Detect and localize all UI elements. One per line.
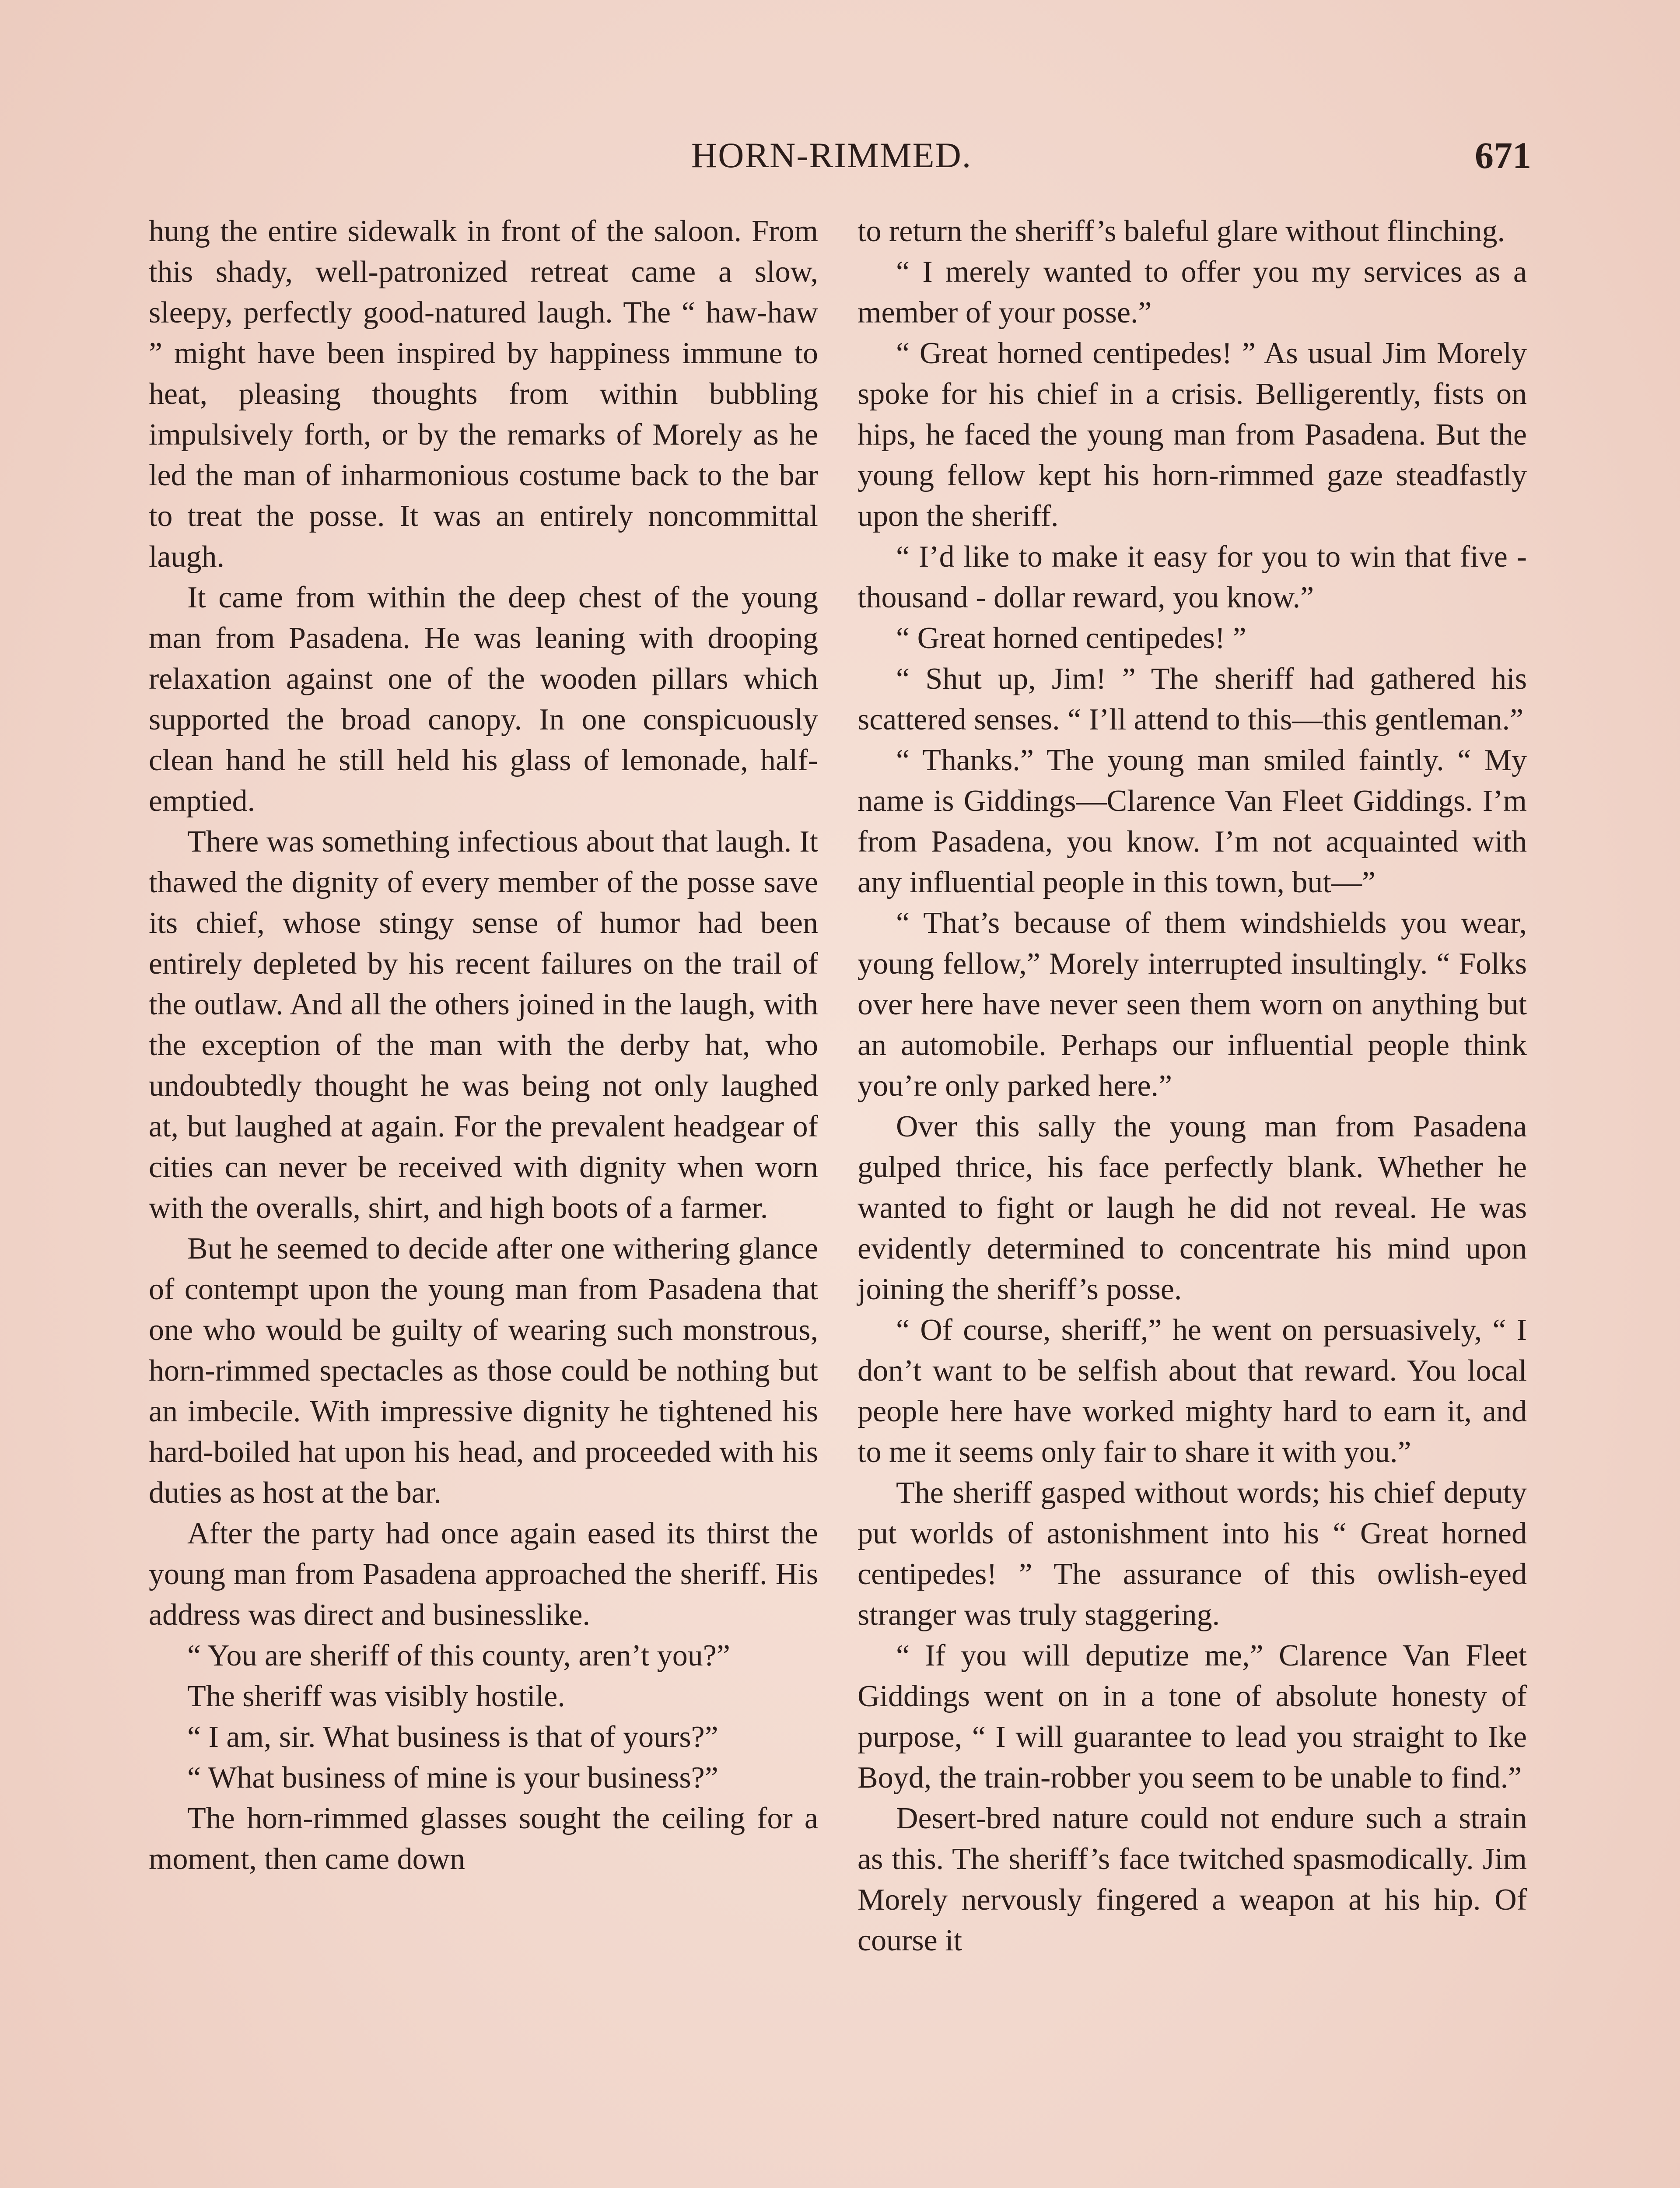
paragraph: After the party had once again eased its thirst the young man from Pasadena approached the sheriff. His address was direct and businesslike. [149, 1517, 818, 1632]
paragraph: “ I am, sir. What business is that of yours?” [187, 1720, 718, 1754]
running-head [149, 131, 1531, 179]
paragraph: “ You are sheriff of this county, aren’t you?” [187, 1639, 730, 1673]
paragraph: “ That’s because of them windshields you wear, young fellow,” Morely interrupted insultingly. “ Folks over here have never seen them worn on anything but an automobile. Perhaps our influential people think you’re only parked here.” [858, 906, 1527, 1103]
paragraph: “ Of course, sheriff,” he went on persuasively, “ I don’t want to be selfish about that reward. You local people here have worked mighty hard to earn it, and to me it seems only fair to share it with you.” [858, 1313, 1527, 1469]
paragraph: hung the entire sidewalk in front of the saloon. From this shady, well-patronized retreat came a slow, sleepy, perfectly good-natured laugh. The “ haw-haw ” might have been inspired by happiness immune to heat, pleasing thoughts from within bubbling impulsively forth, or by the remarks of Morely as he led the man of inharmonious costume back to the bar to treat the posse. It was an entirely noncommittal laugh. [149, 214, 818, 574]
paragraph: The horn-rimmed glasses sought the ceiling for a moment, then came down [149, 1802, 818, 1876]
page-number: 671 [1475, 134, 1531, 176]
paragraph: The sheriff was visibly hostile. [187, 1680, 565, 1713]
paragraph: There was something infectious about that laugh. It thawed the dignity of every member of the posse save its chief, whose stingy sense of humor had been entirely depleted by his recent failures on the trail of the outlaw. And all the others joined in the laugh, with the exception of the man with the derby hat, who undoubtedly thought he was being not only laughed at, but laughed at again. For the prevalent headgear of cities can never be received with dignity when worn with the overalls, shirt, and high boots of a farmer. [149, 825, 818, 1225]
paragraph: “ What business of mine is your business?” [187, 1761, 718, 1795]
paragraph: “ I’d like to make it easy for you to win that five - thousand - dollar reward, you know.” [858, 540, 1527, 614]
paragraph: “ Great horned centipedes! ” [896, 621, 1246, 655]
paragraph: But he seemed to decide after one withering glance of contempt upon the young man from Pasadena that one who would be guilty of wearing such monstrous, horn-rimmed spectacles as those could be nothing but an imbecile. With impressive dignity he tightened his hard-boiled hat upon his head, and proceeded with his duties as host at the bar. [149, 1232, 818, 1510]
right-text-column [858, 211, 1527, 1961]
paragraph: It came from within the deep chest of the young man from Pasadena. He was leaning with drooping relaxation against one of the wooden pillars which supported the broad canopy. In one conspicuously clean hand he still held his glass of lemonade, half-emptied. [149, 581, 818, 818]
paragraph: The sheriff gasped without words; his chief deputy put worlds of astonishment into his “ Great horned centipedes! ” The assurance of this owlish-eyed stranger was truly staggering. [858, 1476, 1527, 1632]
running-head-title: HORN-RIMMED. [691, 135, 972, 175]
paragraph: “ If you will deputize me,” Clarence Van Fleet Giddings went on in a tone of absolute honesty of purpose, “ I will guarantee to lead you straight to Ike Boyd, the train-robber you seem to be unable to find.” [858, 1639, 1527, 1795]
paragraph: to return the sheriff’s baleful glare without flinching. [858, 214, 1505, 248]
paragraph: “ I merely wanted to offer you my services as a member of your posse.” [858, 255, 1527, 330]
paragraph: “ Great horned centipedes! ” As usual Jim Morely spoke for his chief in a crisis. Belligerently, fists on hips, he faced the young man from Pasadena. But the young fellow kept his horn-rimmed gaze steadfastly upon the sheriff. [858, 337, 1527, 533]
paragraph: “ Shut up, Jim! ” The sheriff had gathered his scattered senses. “ I’ll attend to this—this gentleman.” [858, 662, 1527, 736]
paragraph: “ Thanks.” The young man smiled faintly. “ My name is Giddings—Clarence Van Fleet Giddings. I’m from Pasadena, you know. I’m not acquainted with any influential people in this town, but—” [858, 743, 1527, 899]
paragraph: Over this sally the young man from Pasadena gulped thrice, his face perfectly blank. Whether he wanted to fight or laugh he did not reveal. He was evidently determined to concentrate his mind upon joining the sheriff’s posse. [858, 1110, 1527, 1306]
paragraph: Desert-bred nature could not endure such a strain as this. The sheriff’s face twitched spasmodically. Jim Morely nervously fingered a weapon at his hip. Of course it [858, 1802, 1527, 1957]
left-text-column [149, 211, 818, 1879]
